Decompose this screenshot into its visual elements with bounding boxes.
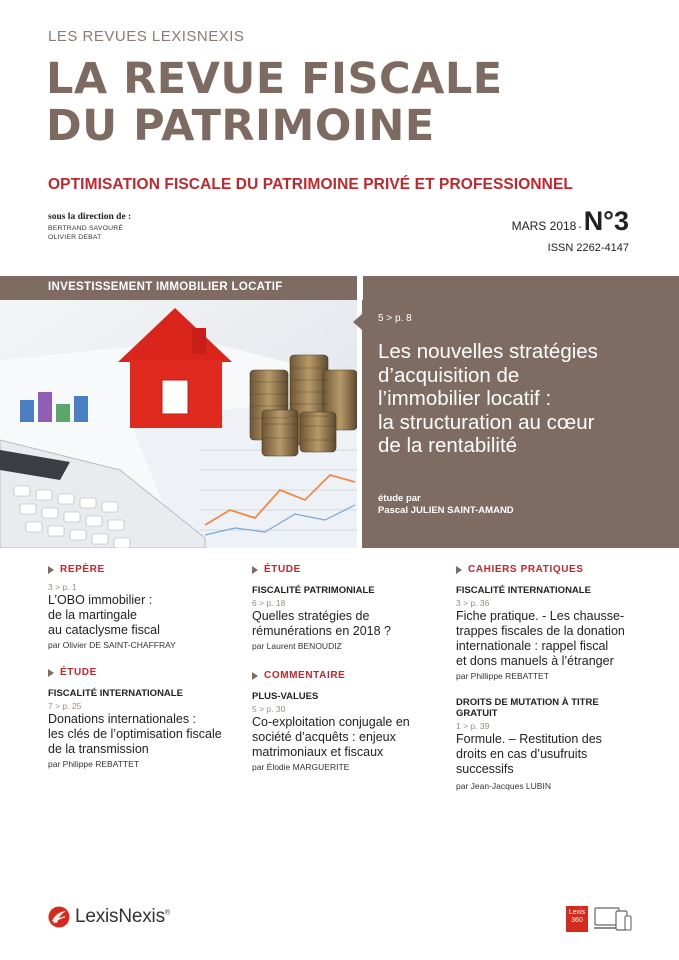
entry-title-line: Co-exploitation conjugale en <box>252 715 410 729</box>
journal-title-line-1: LA REVUE FISCALE <box>46 54 503 104</box>
entry-title-line: de la transmission <box>48 742 149 756</box>
entry-rubric <box>456 697 636 719</box>
badge-line-1: Lexis <box>568 909 586 916</box>
house-coins-calculator-illustration <box>0 300 357 548</box>
section-label: ÉTUDE <box>264 564 301 575</box>
entry-title-line: rémunérations en 2018 ? <box>252 624 391 638</box>
feature-band <box>0 276 679 300</box>
direction-label: sous la direction de : <box>48 212 132 222</box>
entry-author: par Élodie MARGUERITE <box>252 762 350 772</box>
issn: ISSN 2262-4147 <box>547 242 629 254</box>
entry-ref: 5 > p. 30 <box>252 704 286 714</box>
series-label: LES REVUES LEXISNEXIS <box>48 28 245 45</box>
entry-title-line: les clés de l’optimisation fiscale <box>48 727 222 741</box>
issue-number: N°3 <box>583 206 629 236</box>
feature-headline-line-5: de la rentabilité <box>378 434 518 457</box>
entry-title-line: et dons manuels à l’étranger <box>456 654 614 668</box>
entry-rubric: FISCALITÉ INTERNATIONALE <box>456 585 591 596</box>
triangle-icon <box>252 672 258 680</box>
toc-column-1 <box>48 564 228 769</box>
feature-pointer <box>353 314 362 330</box>
entry-title <box>252 715 432 760</box>
feature-byline-author: Pascal JULIEN SAINT-AMAND <box>378 505 514 516</box>
section-label: COMMENTAIRE <box>264 670 346 681</box>
journal-subtitle: OPTIMISATION FISCALE DU PATRIMOINE PRIVÉ ET PROFESSIONNEL <box>48 176 573 193</box>
director-1: BERTRAND SAVOURÉ <box>48 225 124 232</box>
entry-author: par Olivier DE SAINT-CHAFFRAY <box>48 640 176 650</box>
feature-article[interactable] <box>362 300 679 548</box>
lexisnexis-emblem-icon <box>48 906 70 928</box>
entry-ref: 6 > p. 18 <box>252 598 286 608</box>
director-2: OLIVIER DEBAT <box>48 234 102 241</box>
entry-title-line: au cataclysme fiscal <box>48 623 160 637</box>
entry-rubric-line: DROITS DE MUTATION À TITRE <box>456 697 599 708</box>
entry-title <box>48 593 228 638</box>
feature-headline-line-3: l’immobilier locatif : <box>378 387 552 410</box>
issue-info <box>512 206 629 237</box>
entry-title <box>252 609 432 639</box>
entry-rubric-line: GRATUIT <box>456 708 498 719</box>
triangle-icon <box>252 566 258 574</box>
section-header-cahiers-pratiques <box>456 564 636 575</box>
feature-headline-line-2: d’acquisition de <box>378 363 520 387</box>
feature-photo <box>0 300 357 548</box>
triangle-icon <box>456 566 462 574</box>
section-label: ÉTUDE <box>60 667 97 678</box>
lexis360-badge <box>566 906 588 932</box>
toc-column-2 <box>252 564 432 772</box>
entry-title-line: de la martingale <box>48 608 137 622</box>
entry-title-line: Quelles stratégies de <box>252 609 370 623</box>
band-divider <box>357 276 363 300</box>
section-label: CAHIERS PRATIQUES <box>468 564 584 575</box>
toc-entry[interactable] <box>48 688 228 769</box>
feature-headline <box>378 340 668 458</box>
toc-entry[interactable] <box>252 691 432 772</box>
issue-date: MARS 2018 <box>511 219 577 233</box>
entry-title <box>456 732 636 777</box>
toc-column-3 <box>456 564 636 791</box>
feature-byline-label: étude par <box>378 493 421 504</box>
entry-rubric: FISCALITÉ PATRIMONIALE <box>252 585 375 596</box>
entry-title-line: L’OBO immobilier : <box>48 593 153 607</box>
entry-title-line: matrimoniaux et fiscaux <box>252 745 384 759</box>
entry-ref: 1 > p. 39 <box>456 721 490 731</box>
entry-title-line: Donations internationales : <box>48 712 197 726</box>
entry-ref: 3 > p. 1 <box>48 582 77 592</box>
section-header-commentaire <box>252 670 432 681</box>
triangle-icon <box>48 669 54 677</box>
section-header-etude <box>48 667 228 678</box>
entry-author: par Laurent BENOUDIZ <box>252 641 342 651</box>
entry-title-line: successifs <box>456 762 514 776</box>
entry-title-line: Fiche pratique. - Les chausse- <box>456 609 625 623</box>
entry-author: par Jean-Jacques LUBIN <box>456 781 551 791</box>
lexisnexis-logo <box>48 906 170 928</box>
entry-author: par Philippe REBATTET <box>48 759 140 769</box>
badge-line-2: 360 <box>571 917 583 924</box>
entry-title-line: droits en cas d’usufruits <box>456 747 588 761</box>
feature-headline-line-1: Les nouvelles stratégies <box>378 340 598 363</box>
entry-title <box>48 712 228 757</box>
entry-title-line: internationale : rappel fiscal <box>456 639 609 653</box>
entry-rubric: PLUS-VALUES <box>252 691 319 702</box>
entry-title-line: Formule. – Restitution des <box>456 732 602 746</box>
entry-title <box>456 609 636 669</box>
entry-ref: 3 > p. 36 <box>456 598 490 608</box>
entry-author: par Phillippe REBATTET <box>456 671 549 681</box>
section-header-repere <box>48 564 228 575</box>
triangle-icon <box>48 566 54 574</box>
journal-title <box>46 56 503 150</box>
entry-title-line: trappes fiscales de la donation <box>456 624 625 638</box>
brand-name: LexisNexis <box>75 906 165 927</box>
toc-entry[interactable] <box>252 585 432 651</box>
lexisnexis-wordmark <box>75 906 170 928</box>
journal-title-line-2: DU PATRIMOINE <box>46 101 435 151</box>
devices-icon <box>594 906 632 932</box>
entry-rubric: FISCALITÉ INTERNATIONALE <box>48 688 183 699</box>
feature-byline <box>378 493 514 517</box>
feature-band-label: INVESTISSEMENT IMMOBILIER LOCATIF <box>48 281 283 293</box>
toc-entry[interactable] <box>48 582 228 650</box>
section-header-etude <box>252 564 432 575</box>
toc-entry[interactable] <box>456 697 636 791</box>
toc-entry[interactable] <box>456 585 636 681</box>
registered-mark: ® <box>164 909 170 917</box>
entry-title-line: société d’acquêts : enjeux <box>252 730 396 744</box>
entry-ref: 7 > p. 25 <box>48 701 82 711</box>
issue-dash: - <box>578 222 582 233</box>
feature-ref: 5 > p. 8 <box>378 313 412 324</box>
section-label: REPÈRE <box>60 564 105 575</box>
feature-headline-line-4: la structuration au cœur <box>378 410 595 434</box>
